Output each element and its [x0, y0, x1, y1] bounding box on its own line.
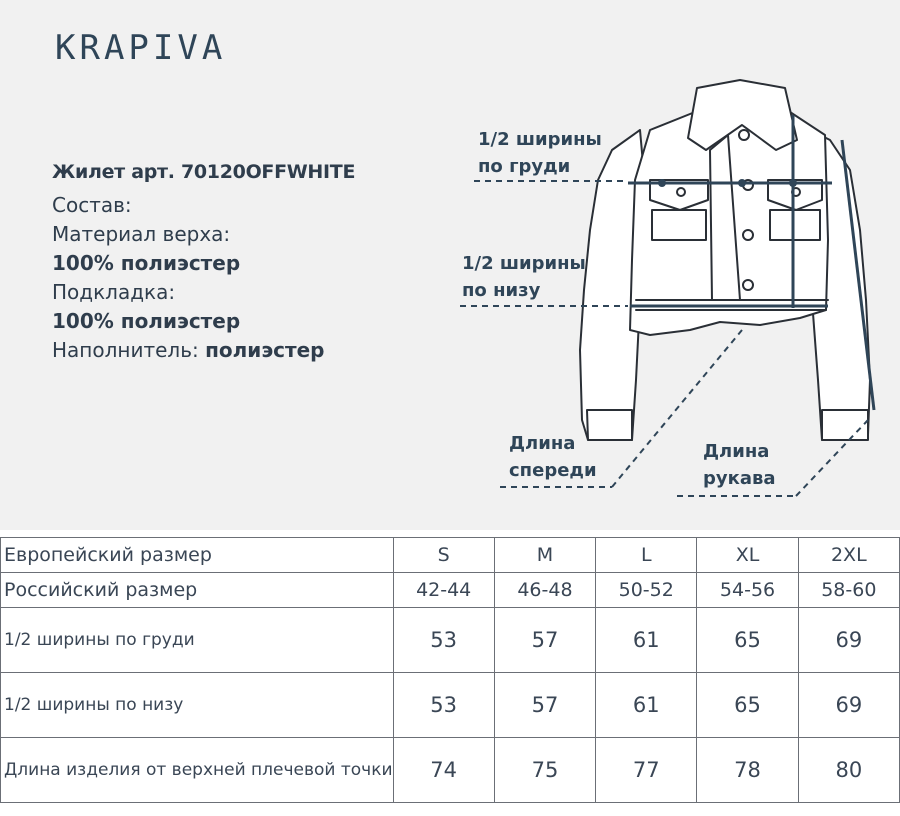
table-cell: 65 [697, 673, 798, 738]
table-cell: 61 [596, 673, 697, 738]
table-row [1, 573, 900, 608]
composition-label: Состав: [52, 193, 132, 217]
table-cell: 69 [798, 673, 899, 738]
outer-material-label: Материал верха: [52, 222, 231, 246]
size-table [0, 537, 900, 803]
front-length-label [509, 430, 597, 484]
sleeve-label-line-1: Длина [703, 441, 770, 462]
table-cell: 80 [798, 738, 899, 803]
chest-width-label [478, 126, 602, 180]
table-row [1, 608, 900, 673]
table-cell: 42-44 [393, 573, 494, 608]
table-cell: 58-60 [798, 573, 899, 608]
front-label-line-1: Длина [509, 433, 576, 454]
table-cell: 65 [697, 608, 798, 673]
front-label-line-2: спереди [509, 460, 597, 481]
product-article: Жилет арт. 70120OFFWHITE [52, 161, 356, 183]
table-cell: 75 [494, 738, 595, 803]
row-header: Российский размер [1, 573, 394, 608]
brand-logo: KRAPIVA [55, 28, 227, 68]
chest-label-line-1: 1/2 ширины [478, 129, 602, 150]
table-row [1, 673, 900, 738]
bottom-width-label [462, 250, 586, 304]
sleeve-label-line-2: рукава [703, 468, 776, 489]
lining-value: 100% полиэстер [52, 309, 241, 333]
table-cell: 2XL [798, 538, 899, 573]
row-header: 1/2 ширины по груди [1, 608, 394, 673]
row-header: Европейский размер [1, 538, 394, 573]
table-cell: 78 [697, 738, 798, 803]
bottom-label-line-2: по низу [462, 280, 541, 301]
table-cell: 61 [596, 608, 697, 673]
row-header: Длина изделия от верхней плечевой точки [1, 738, 394, 803]
table-cell: 77 [596, 738, 697, 803]
filler-label: Наполнитель: [52, 338, 206, 362]
row-header: 1/2 ширины по низу [1, 673, 394, 738]
filler-value: полиэстер [205, 338, 325, 362]
table-cell: 46-48 [494, 573, 595, 608]
table-cell: 53 [393, 673, 494, 738]
table-cell: L [596, 538, 697, 573]
table-cell: 54-56 [697, 573, 798, 608]
chest-label-line-2: по груди [478, 156, 571, 177]
table-cell: 74 [393, 738, 494, 803]
table-cell: 57 [494, 673, 595, 738]
table-cell: 50-52 [596, 573, 697, 608]
table-row [1, 538, 900, 573]
jacket-outline [580, 80, 870, 440]
table-row [1, 738, 900, 803]
outer-material-value: 100% полиэстер [52, 251, 241, 275]
table-cell: S [393, 538, 494, 573]
table-cell: XL [697, 538, 798, 573]
table-cell: 57 [494, 608, 595, 673]
lining-label: Подкладка: [52, 280, 176, 304]
table-cell: 53 [393, 608, 494, 673]
sleeve-length-label [703, 438, 776, 492]
table-cell: 69 [798, 608, 899, 673]
bottom-label-line-1: 1/2 ширины [462, 253, 586, 274]
table-cell: M [494, 538, 595, 573]
